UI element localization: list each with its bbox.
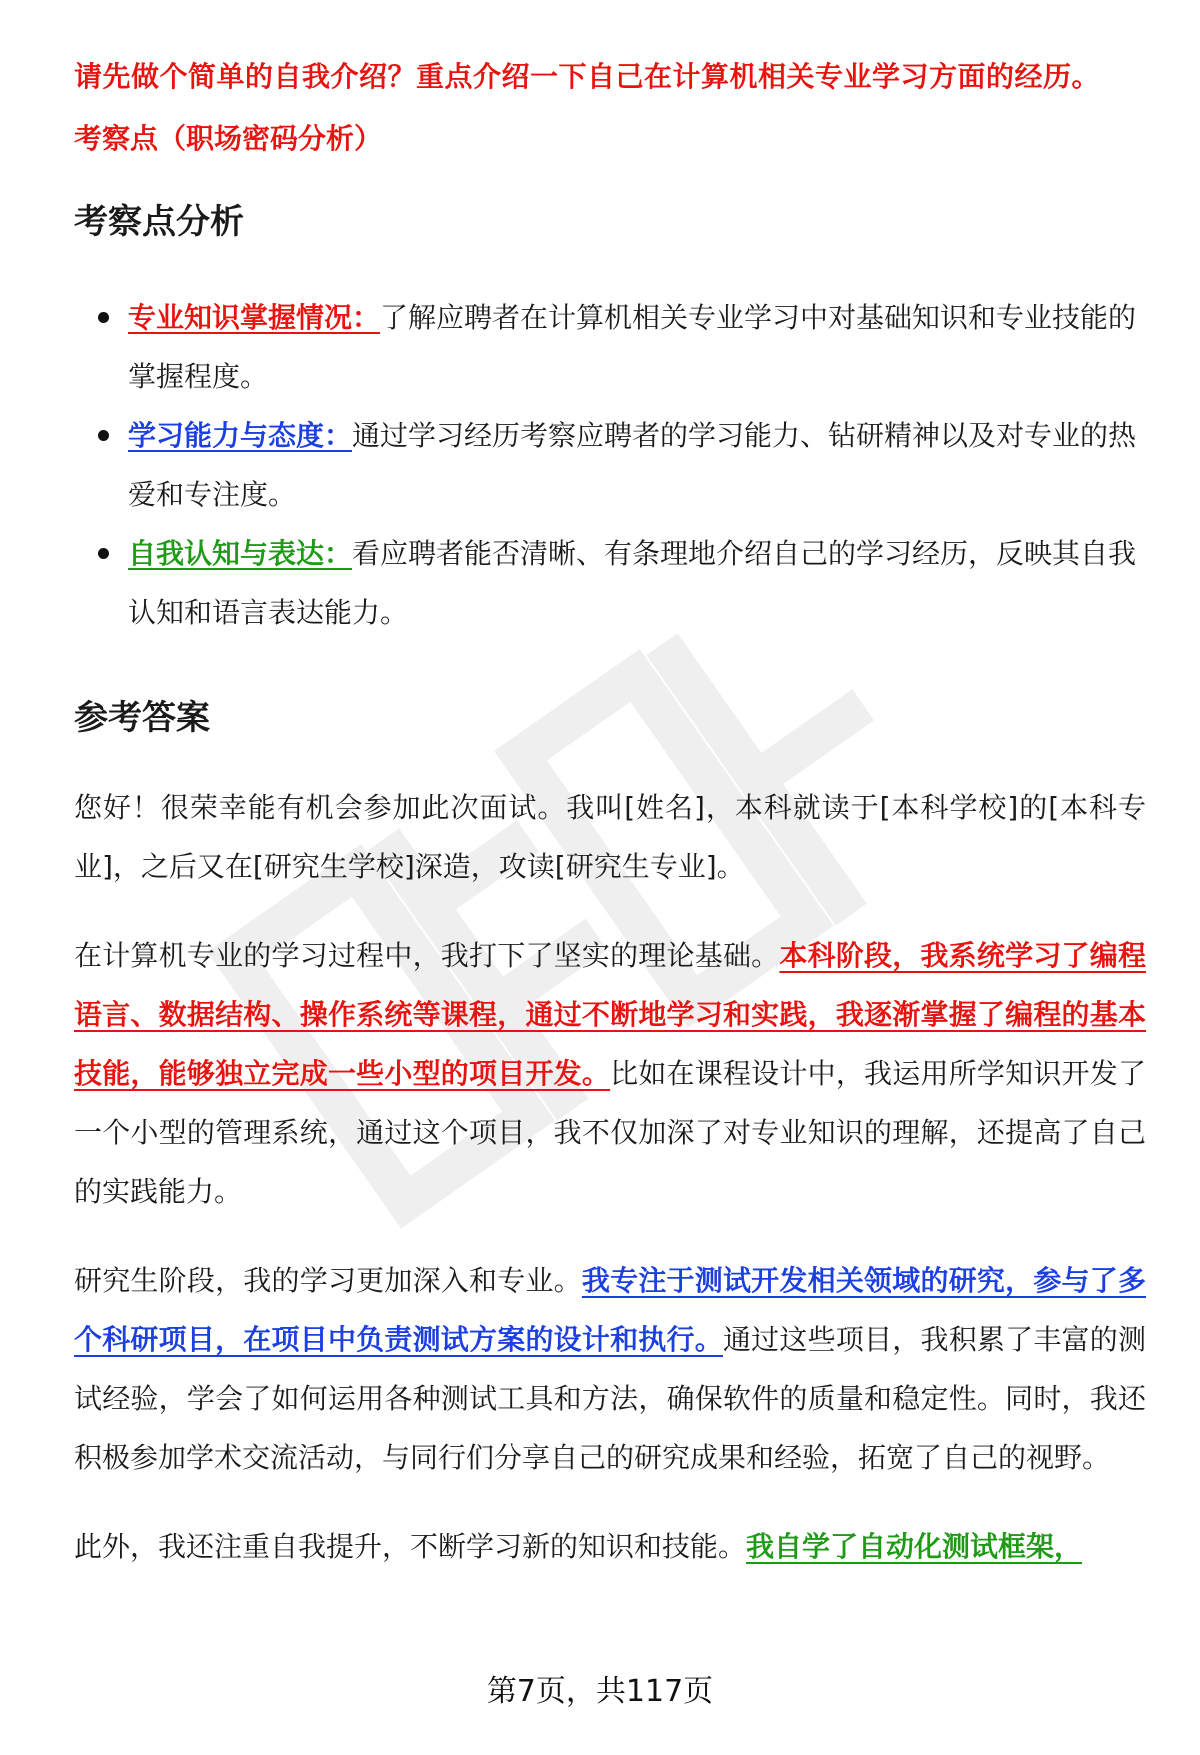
- bullet-icon: [98, 430, 109, 441]
- highlight-text: 我自学了自动化测试框架，: [746, 1530, 1083, 1563]
- paragraph-text: 通过这些项目，我积累了丰富的测试经验，学会了如何运用各种测试工具和方法，确保软件的质量和稳定性。同时，我还积极参加学术交流活动，与同行们分享自己的研究成果和经验，拓宽了自己的视野。: [74, 1323, 1146, 1474]
- point-key: 学习能力与态度：: [128, 419, 353, 452]
- point-text: 了解应聘者在计算机相关专业学习中对基础知识和专业技能的掌握程度。: [128, 301, 1137, 393]
- interview-question: 请先做个简单的自我介绍？重点介绍一下自己在计算机相关专业学习方面的经历。: [74, 60, 1101, 93]
- analysis-list: [74, 288, 1146, 642]
- point-text: 看应聘者能否清晰、有条理地介绍自己的学习经历，反映其自我认知和语言表达能力。: [128, 537, 1137, 629]
- point-key: 专业知识掌握情况：: [128, 301, 381, 334]
- paragraph-text: 研究生阶段，我的学习更加深入和专业。: [74, 1264, 582, 1297]
- highlight-text: 本科阶段，我系统学习了编程语言、数据结构、操作系统等课程，通过不断地学习和实践，我逐渐掌握了编程的基本技能，能够独立完成一些小型的项目开发。: [74, 939, 1146, 1090]
- paragraph-text: 在计算机专业的学习过程中，我打下了坚实的理论基础。: [74, 939, 780, 972]
- answer-paragraph-3: [74, 1251, 1146, 1487]
- answer-paragraph-4: [74, 1517, 1146, 1576]
- answer-paragraph-1: 您好！很荣幸能有机会参加此次面试。我叫[姓名]，本科就读于[本科学校]的[本科专业]，之后又在[研究生学校]深造，攻读[研究生专业]。: [74, 791, 1146, 883]
- point-key: 自我认知与表达：: [128, 537, 353, 570]
- analysis-subtitle: 考察点（职场密码分析）: [74, 122, 383, 155]
- analysis-heading: 考察点分析: [74, 202, 244, 242]
- paragraph-text: 比如在课程设计中，我运用所学知识开发了一个小型的管理系统，通过这个项目，我不仅加深了对专业知识的理解，还提高了自己的实践能力。: [74, 1057, 1146, 1208]
- page-number: 第7页，共117页: [486, 1674, 714, 1709]
- list-item: [128, 524, 1146, 642]
- list-item: [128, 288, 1146, 406]
- bullet-icon: [98, 548, 109, 559]
- point-text: 通过学习经历考察应聘者的学习能力、钻研精神以及对专业的热爱和专注度。: [128, 419, 1137, 511]
- highlight-text: 我专注于测试开发相关领域的研究，参与了多个科研项目，在项目中负责测试方案的设计和执行。: [74, 1264, 1146, 1356]
- list-item: [128, 406, 1146, 524]
- paragraph-text: 此外，我还注重自我提升，不断学习新的知识和技能。: [74, 1530, 747, 1563]
- bullet-icon: [98, 312, 109, 323]
- document-content: [74, 58, 1146, 1606]
- answer-heading: 参考答案: [74, 698, 210, 738]
- answer-paragraph-2: [74, 926, 1146, 1221]
